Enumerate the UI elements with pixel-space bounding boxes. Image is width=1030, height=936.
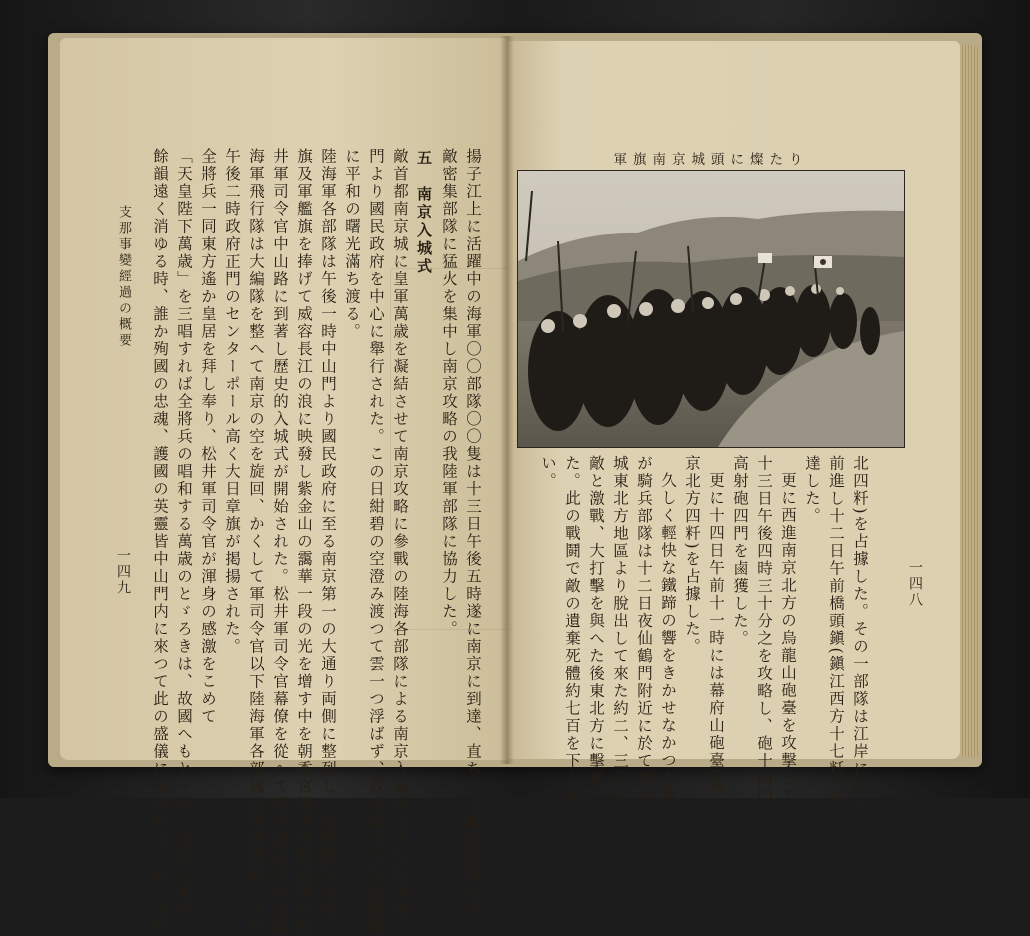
left-col-11: 午後二時政府正門のセンターポール高く大日章旗が掲揚された。 xyxy=(223,148,241,656)
left-col-1: 揚子江上に活躍中の海軍〇〇部隊〇〇隻は十三日午後五時遂に南京に到達、直ちに下關碼頭附近の xyxy=(464,148,482,918)
photo-soldiers-with-flags xyxy=(517,170,905,448)
right-col-8: 京北方四粁)を占據した。 xyxy=(683,455,701,656)
photo-caption: 軍旗南京城頭に燦たり xyxy=(613,152,809,168)
right-col-6: 高射砲四門を鹵獲した。 xyxy=(731,455,749,648)
right-col-10: が騎兵部隊は十二日夜仙鶴門附近に於て南京 xyxy=(635,455,653,805)
right-col-11: 城東北方地區より脫出して來た約二、三千の xyxy=(611,455,629,805)
left-col-9: 井軍司令官中山路に到著し歷史的入城式が開始された。松井軍司令官幕僚を從へて堂々閲兵すれば陸 xyxy=(271,148,289,936)
right-col-9: 久しく輕快な鐵蹄の響をきかせなかつた我 xyxy=(659,472,677,805)
right-col-2: 前進し十二日午前橋頭鎭(鎭江西方十七粁)に xyxy=(827,455,845,804)
left-col-12: 全將兵一同東方遙か皇居を拜し奉り、松井軍司令官が渾身の感激をこめて xyxy=(199,148,217,726)
right-col-5: 十三日午後四時三十分之を攻略し、砲十四門 xyxy=(755,455,773,805)
book-gutter xyxy=(500,36,514,764)
right-folio: 一四八 xyxy=(907,560,923,608)
left-col-8: 旗及軍艦旗を捧げて威容長江の浪に映發し紫金山の靄華一段の光を增す中を朝香宮殿下を始め奉り松 xyxy=(295,148,313,936)
right-col-7: 更に十四日午前十一時には幕府山砲臺(南 xyxy=(707,472,725,796)
left-col-7: 陸海軍各部隊は午後一時中山門より國民政府に至る南京第一の大通り両側に整列し、光輝燦たる軍 xyxy=(319,148,337,918)
photo-illustration xyxy=(518,171,904,447)
right-col-1: 北四粁)を占據した。その一部隊は江岸に沿ひ xyxy=(851,455,869,814)
right-col-3: 達した。 xyxy=(803,455,821,525)
left-col-5: 門より國民政府を中心に舉行された。この日紺碧の空澄み渡つて雲一つ浮ばず、鉄火收まつた新戰場 xyxy=(367,148,385,936)
left-col-14: 餘韻遠く消ゆる時、誰か殉國の忠魂、護國の英靈皆中山門内に來つて此の盛儀に參列せよと心に念ぜ xyxy=(151,148,169,936)
page-edges xyxy=(960,45,980,757)
left-col-6: に平和の曙光滿ち渡る。 xyxy=(343,148,361,341)
left-col-2: 敵密集部隊に猛火を集中し南京攻略の我陸軍部隊に協力した。 xyxy=(440,148,458,638)
left-folio: 一四九 xyxy=(115,548,131,596)
right-col-12: 敵と激戰、大打擊を與へた後東北方に擊退し xyxy=(587,455,605,805)
right-col-4: 更に西進南京北方の烏龍山砲臺を攻撃して xyxy=(779,472,797,805)
left-col-10: 海軍飛行隊は大編隊を整へて南京の空を旋回、かくして軍司令官以下陸海軍各部隊長國民政府に入り xyxy=(247,148,265,936)
right-col-13: た。此の戰鬪で敵の遺棄死體約七百を下らな xyxy=(563,455,581,805)
left-col-4: 敵首都南京城に皇軍萬歳を凝結させて南京攻略に參戰の陸海各部隊による南京入城式は十七日中山 xyxy=(391,148,409,918)
left-col-13: 「天皇陛下萬歳」を三唱すれば全將兵の唱和する萬歳のとゞろきは、故國へもとゞけとばかり此の xyxy=(175,148,193,918)
right-col-14: い。 xyxy=(539,455,557,490)
running-head: 支那事變經過の概要 xyxy=(116,205,131,349)
section-heading: 五 南京入城式 xyxy=(415,150,433,276)
